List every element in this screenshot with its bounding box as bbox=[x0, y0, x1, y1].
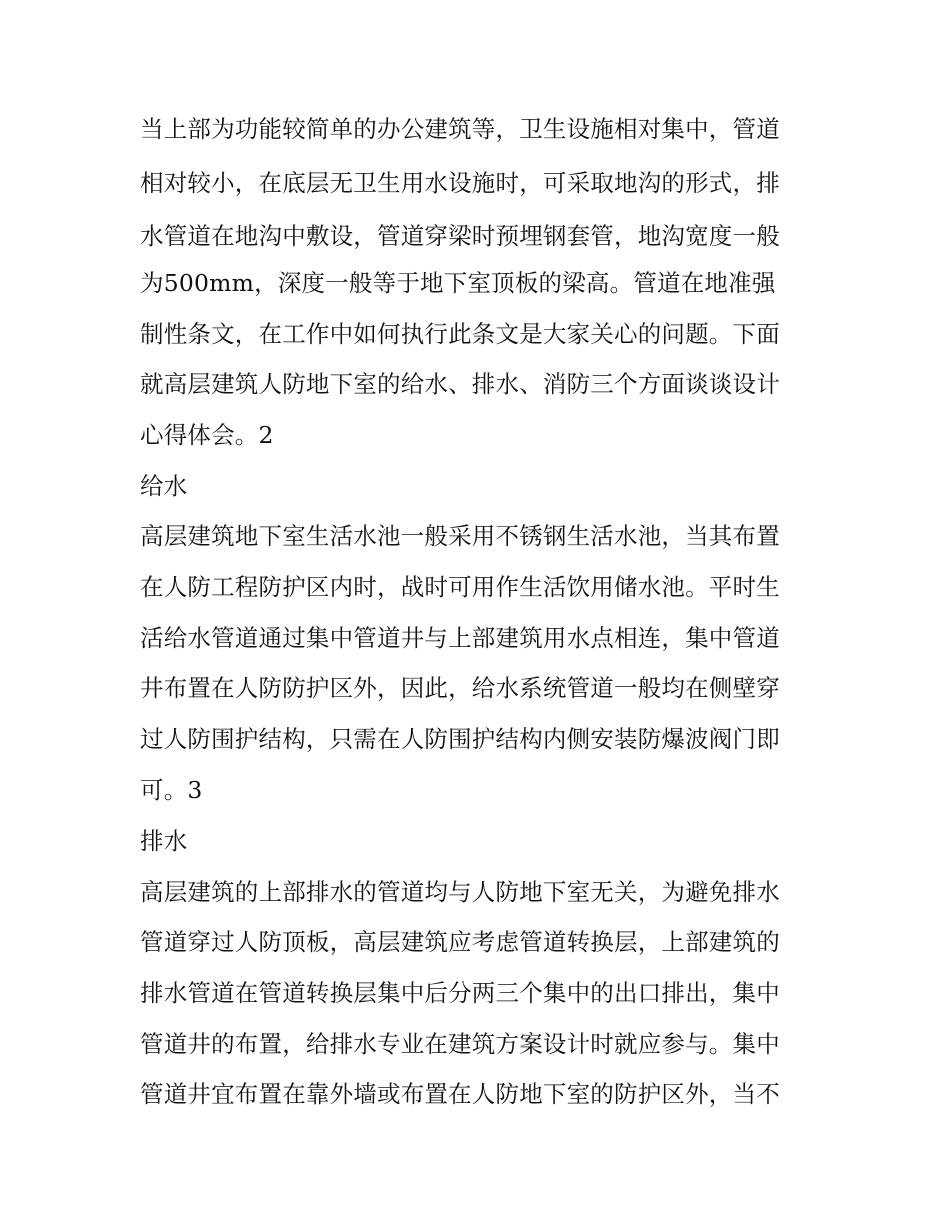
text-line: 高层建筑的上部排水的管道均与人防地下室无关，为避免排水 bbox=[140, 878, 780, 906]
text-line: 可。3 bbox=[140, 776, 203, 804]
text-line: 当上部为功能较简单的办公建筑等，卫生设施相对集中，管道 bbox=[140, 115, 780, 143]
text-line: 活给水管道通过集中管道井与上部建筑用水点相连，集中管道 bbox=[140, 624, 780, 652]
section-heading: 排水 bbox=[140, 827, 188, 855]
text-line: 高层建筑地下室生活水池一般采用不锈钢生活水池，当其布置 bbox=[140, 522, 780, 550]
text-line: 管道井宜布置在靠外墙或布置在人防地下室的防护区外，当不 bbox=[140, 1080, 780, 1108]
text-line: 过人防围护结构，只需在人防围护结构内侧安装防爆波阀门即 bbox=[140, 725, 780, 753]
text-line: 为500mm，深度一般等于地下室顶板的梁高。管道在地准强 bbox=[140, 269, 776, 297]
text-line: 就高层建筑人防地下室的给水、排水、消防三个方面谈谈设计 bbox=[140, 370, 780, 398]
text-line: 管道穿过人防顶板，高层建筑应考虑管道转换层，上部建筑的 bbox=[140, 928, 780, 956]
text-line: 心得体会。2 bbox=[140, 421, 274, 449]
text-line: 相对较小，在底层无卫生用水设施时，可采取地沟的形式，排 bbox=[140, 169, 780, 197]
section-heading: 给水 bbox=[140, 472, 188, 500]
text-line: 井布置在人防防护区外，因此，给水系统管道一般均在侧壁穿 bbox=[140, 674, 780, 702]
text-line: 制性条文，在工作中如何执行此条文是大家关心的问题。下面 bbox=[140, 320, 780, 348]
text-line: 管道井的布置，给排水专业在建筑方案设计时就应参与。集中 bbox=[140, 1030, 780, 1058]
text-line: 水管道在地沟中敷设，管道穿梁时预埋钢套管，地沟宽度一般 bbox=[140, 222, 780, 250]
text-line: 在人防工程防护区内时，战时可用作生活饮用储水池。平时生 bbox=[140, 573, 780, 601]
text-line: 排水管道在管道转换层集中后分两三个集中的出口排出，集中 bbox=[140, 979, 780, 1007]
